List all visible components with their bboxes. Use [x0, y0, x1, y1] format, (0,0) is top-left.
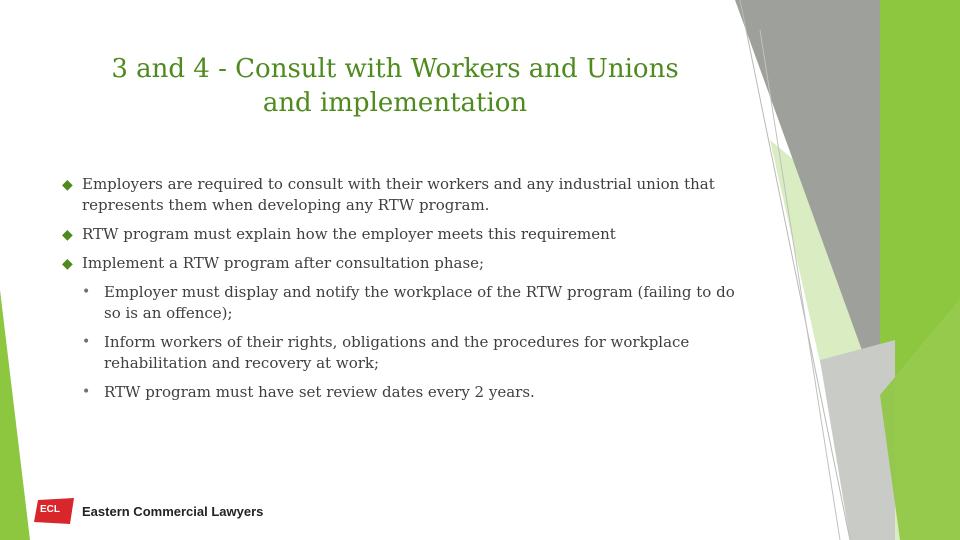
- sub-bullet-text: Inform workers of their rights, obligations and the procedures for workplace rehabilitation and recovery at work;: [104, 333, 690, 372]
- left-green-triangle: [0, 290, 30, 540]
- diamond-bullet-icon: ◆: [62, 227, 73, 243]
- logo-badge-text: ECL: [40, 504, 60, 515]
- sub-bullet-text: RTW program must have set review dates every 2 years.: [104, 383, 535, 401]
- bullet-text: RTW program must explain how the employer meets this requirement: [82, 225, 616, 243]
- sub-bullet-item: [62, 332, 752, 374]
- right-light-gray-panel: [820, 340, 895, 540]
- dot-bullet-icon: •: [82, 384, 91, 400]
- bullet-item: [62, 224, 752, 245]
- bullet-text: Implement a RTW program after consultation phase;: [82, 254, 485, 272]
- slide-body: [62, 174, 752, 411]
- diamond-bullet-icon: ◆: [62, 177, 73, 193]
- bullet-text: Employers are required to consult with their workers and any industrial union that represents them when developing any RTW program.: [82, 175, 715, 214]
- dot-bullet-icon: •: [82, 284, 91, 300]
- sub-bullet-text: Employer must display and notify the workplace of the RTW program (failing to do so is an offence);: [104, 283, 735, 322]
- company-logo: [34, 498, 263, 524]
- bullet-item: [62, 174, 752, 216]
- bullet-item: [62, 253, 752, 274]
- dot-bullet-icon: •: [82, 334, 91, 350]
- ecl-logo-icon: [34, 498, 74, 524]
- sub-bullet-item: [62, 282, 752, 324]
- title-line-2: and implementation: [262, 88, 528, 118]
- slide-title: [40, 52, 750, 120]
- diamond-bullet-icon: ◆: [62, 256, 73, 272]
- sub-bullet-item: [62, 382, 752, 403]
- title-line-1: 3 and 4 - Consult with Workers and Unions: [111, 54, 679, 84]
- logo-company-name: Eastern Commercial Lawyers: [82, 503, 264, 519]
